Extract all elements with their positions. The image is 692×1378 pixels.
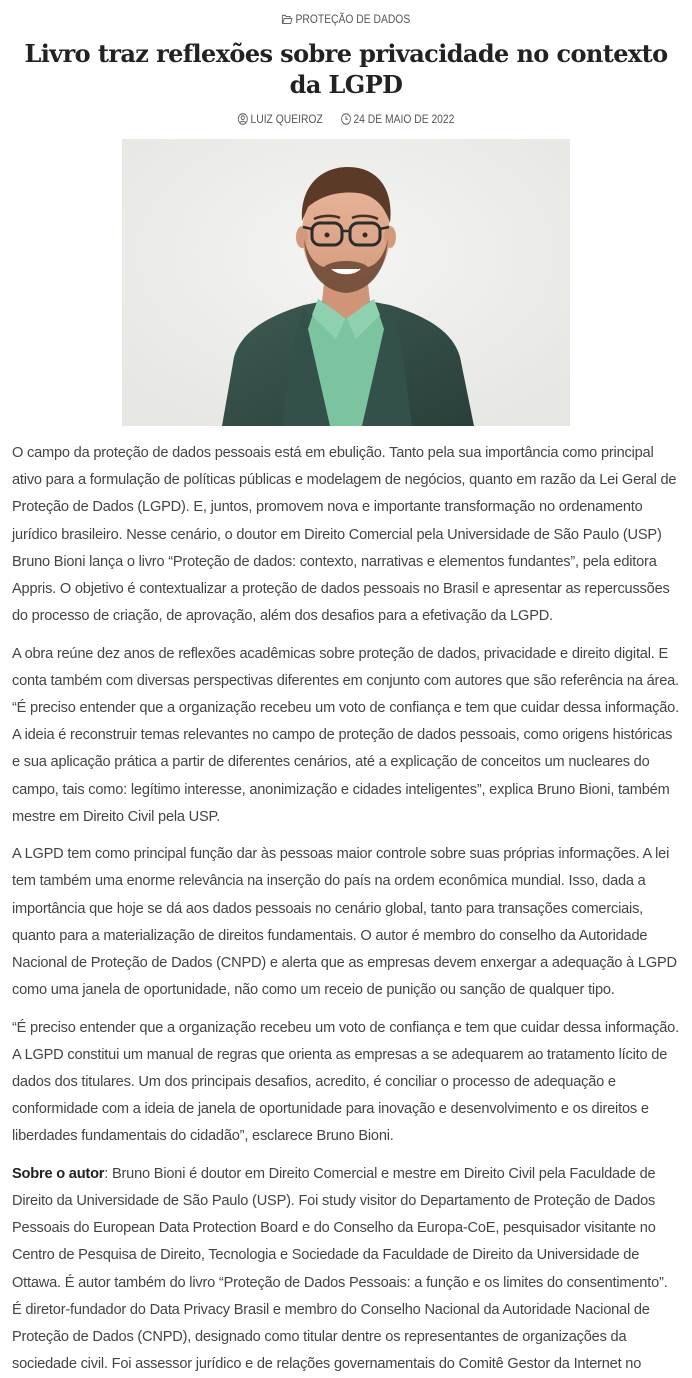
date-container: [341, 112, 455, 126]
article-paragraph: O campo da proteção de dados pessoais está em ebulição. Tanto pela sua importância como principal ativo para a formulação de políticas públicas e modelagem de negócios, quanto em razão da Lei Geral de Proteção de Dados (LGPD). E, juntos, promovem nova e importante transformação no ordenamento jurídico brasileiro. Nesse cenário, o doutor em Direito Comercial pela Universidade de São Paulo (USP) Bruno Bioni lança o livro “Proteção de dados: contexto, narrativas e elementos fundantes”, pela editora Appris. O objetivo é contextualizar a proteção de dados pessoais no Brasil e apresentar as repercussões do processo de criação, de aprovação, além dos desafios para a efetivação da LGPD.: [12, 445, 677, 625]
article-paragraph: A obra reúne dez anos de reflexões acadêmicas sobre proteção de dados, privacidade e direito digital. E conta também com diversas perspectivas diferentes em conjunto com autores que são referência na área. “É preciso entender que a organização recebeu um voto de confiança e tem que cuidar dessa informação. A ideia é reconstruir temas relevantes no campo de proteção de dados pessoais, como origens históricas e sua aplicação prática a partir de diferentes cenários, até a explicação de conceitos um nucleares do campo, tais como: legítimo interesse, anonimização e cidades inteligentes”, explica Bruno Bioni, também mestre em Direito Civil pela USP.: [12, 645, 679, 825]
category-link[interactable]: [282, 12, 410, 26]
article-paragraph: A LGPD tem como principal função dar às pessoas maior controle sobre suas próprias informações. A lei tem também uma enorme relevância na inserção do país na ordem econômica mundial. Isso, dada a importância que hoje se dá aos dados pessoais no cenário global, tanto para transações comerciais, quanto para a materialização de direitos fundamentais. O autor é membro do conselho da Autoridade Nacional de Proteção de Dados (CNPD) e alerta que as empresas devem enxergar a adequação à LGPD como uma janela de oportunidade, não como um receio de punição ou sanção de qualquer tipo.: [12, 846, 677, 999]
author-name: LUIZ QUEIROZ: [250, 112, 323, 126]
author-link[interactable]: [238, 112, 326, 126]
folder-open-icon: [282, 12, 293, 30]
category-line: [59, 10, 633, 28]
user-circle-icon: [238, 112, 248, 130]
author-portrait: [122, 139, 570, 426]
publish-date: 24 DE MAIO DE 2022: [353, 112, 455, 126]
author-bio-text: : Bruno Bioni é doutor em Direito Comercial e mestre em Direito Civil pela Faculdade de Direito da Universidade de São Paulo (USP). Foi study visitor do Departamento de Proteção de Dados Pessoais do European Data Protection Board e do Conselho da Europa-CoE, pesquisador visitante no Centro de Pesquisa de Direito, Tecnologia e Sociedade da Faculdade de Direito da Universidade de Ottawa. É autor também do livro “Proteção de Dados Pessoais: a função e os limites do consentimento”. É diretor-fundador do Data Privacy Brasil e membro do Conselho Nacional da Autoridade Nacional de Proteção de Dados (CNPD), designado como titular dentre os representantes de organizações da sociedade civil. Foi assessor jurídico e de relações governamentais do Comitê Gestor da Internet no: [12, 1165, 668, 1373]
article-paragraph: “É preciso entender que a organização recebeu um voto de confiança e tem que cuidar dessa informação. A LGPD constitui um manual de regras que orienta as empresas a se adequarem ao tratamento lícito de dados dos titulares. Um dos principais desafios, acredito, é conciliar o processo de adequação e conformidade com a ideia de janela de oportunidade para inovação e desenvolvimento e os direitos e liberdades fundamentais do cidadão”, esclarece Bruno Bioni.: [12, 1019, 679, 1145]
author-bio-paragraph: [12, 1161, 680, 1378]
category-label: PROTEÇÃO DE DADOS: [295, 12, 411, 26]
article-meta: [59, 110, 633, 128]
article-title: Livro traz reflexões sobre privacidade no contexto da LGPD: [24, 39, 668, 99]
clock-icon: [341, 112, 351, 130]
author-bio-label: Sobre o autor: [12, 1165, 105, 1182]
article-photo: [122, 139, 570, 426]
article-body: [12, 440, 680, 1378]
